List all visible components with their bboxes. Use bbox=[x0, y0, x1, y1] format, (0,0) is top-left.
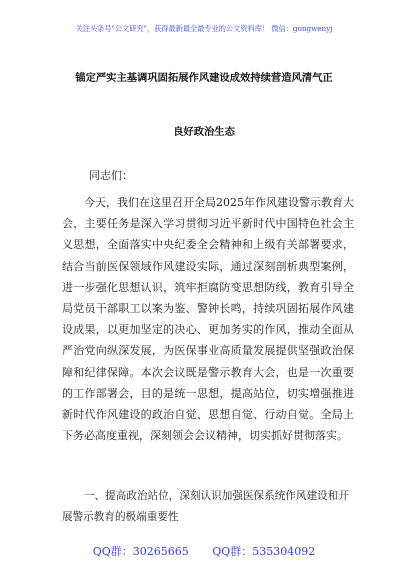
footer-qq-groups bbox=[0, 543, 408, 559]
paragraph-text: 今天，我们在这里召开全局2025年作风建设警示教育大会，主要任务是深入学习贯彻习近平新时代中国特色社会主义思想，全面落实中央纪委全会精神和上级有关部署要求，结合当前医保领域作风建设实际，通过深刻剖析典型案例，进一步强化思想认识，筑牢拒腐防变思想防线，教育引导全局党员干部职工以案为鉴、警钟长鸣，持续巩固拓展作风建设成果，以更加坚定的决心、更加务实的作风，推动全面从严治党向纵深发展，为医保事业高质量发展提供坚强政治保障和纪律保障。本次会议既是警示教育大会，也是一次重要的工作部署会，目的是统一思想，提高站位，切实增强推进新时代作风建设的政治自觉、思想自觉、行动自觉。全局上下务必高度重视，深刻领会会议精神，切实抓好贯彻落实。 bbox=[62, 196, 354, 443]
salutation: 同志们： bbox=[89, 169, 133, 182]
section-heading-1: 一、提高政治站位，深刻认识加强医保系统作风建设和开展警示教育的极端重要性 bbox=[62, 490, 349, 523]
document-title-line2: 良好政治生态 bbox=[173, 126, 235, 138]
footer-qq-group-2: QQ群：535304092 bbox=[212, 545, 316, 558]
header-banner: 关注头条号"公文研究"，获得最新最全最专业的公文资料库！ 微信：gongwenyj bbox=[75, 24, 333, 33]
body-paragraph bbox=[62, 192, 354, 446]
document-title-line1: 锚定严实主基调巩固拓展作风建设成效持续营造风清气正 bbox=[75, 72, 333, 84]
footer-qq-group-1: QQ群：30265665 bbox=[92, 545, 189, 558]
